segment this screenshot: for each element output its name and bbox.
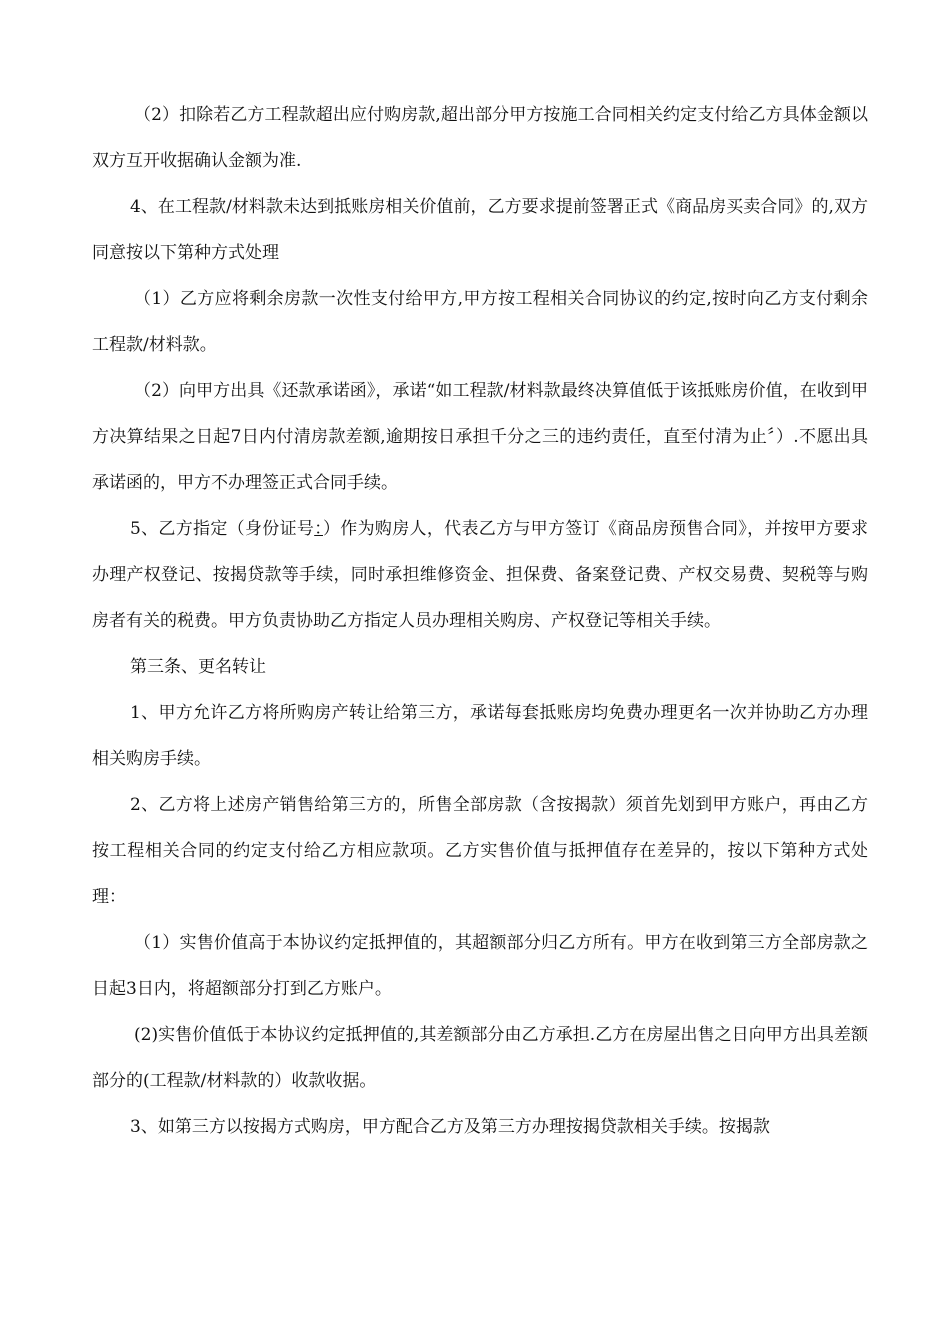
paragraph-article-3-item-2: 2、乙方将上述房产销售给第三方的，所售全部房款（含按揭款）须首先划到甲方账户，再由乙方按工程相关合同的约定支付给乙方相应款项。乙方实售价值与抵押值存在差异的，按以下第种方式处理： bbox=[92, 795, 868, 907]
paragraph-article-3-item-2-1: （1）实售价值高于本协议约定抵押值的，其超额部分归乙方所有。甲方在收到第三方全部房款之日起3日内，将超额部分打到乙方账户。 bbox=[92, 933, 868, 999]
document-body bbox=[92, 92, 868, 1150]
paragraph-article-3-item-1: 1、甲方允许乙方将所购房产转让给第三方，承诺每套抵账房均免费办理更名一次并协助乙方办理相关购房手续。 bbox=[92, 703, 868, 769]
paragraph-item-5-before: 5、乙方指定（身份证号 bbox=[130, 519, 315, 539]
paragraph-item-5 bbox=[92, 506, 868, 644]
section-heading-article-3: 第三条、更名转让 bbox=[130, 657, 266, 677]
paragraph-clause-2-2: （2）扣除若乙方工程款超出应付购房款,超出部分甲方按施工合同相关约定支付给乙方具体金额以双方互开收据确认金额为准. bbox=[92, 105, 868, 171]
paragraph-article-3-item-2-2: (2)实售价值低于本协议约定抵押值的,其差额部分由乙方承担.乙方在房屋出售之日向甲方出具差额部分的(工程款/材料款的）收款收据。 bbox=[92, 1025, 868, 1091]
paragraph-item-4-1: （1）乙方应将剩余房款一次性支付给甲方,甲方按工程相关合同协议的约定,按时向乙方支付剩余工程款/材料款。 bbox=[92, 289, 868, 355]
paragraph-article-3-item-3: 3、如第三方以按揭方式购房，甲方配合乙方及第三方办理按揭贷款相关手续。按揭款 bbox=[130, 1117, 770, 1137]
paragraph-item-4: 4、在工程款/材料款未达到抵账房相关价值前，乙方要求提前签署正式《商品房买卖合同》的,双方同意按以下第种方式处理 bbox=[92, 197, 868, 263]
paragraph-item-5-after: ）作为购房人，代表乙方与甲方签订《商品房预售合同》，并按甲方要求办理产权登记、按揭贷款等手续，同时承担维修资金、担保费、备案登记费、产权交易费、契税等与购房者有关的税费。甲方负责协助乙方指定人员办理相关购房、产权登记等相关手续。 bbox=[92, 519, 868, 631]
id-number-blank: ： bbox=[314, 519, 323, 539]
paragraph-item-4-2: （2）向甲方出具《还款承诺函》，承诺“如工程款/材料款最终决算值低于该抵账房价值，在收到甲方决算结果之日起7日内付清房款差额,逾期按日承担千分之三的违约责任，直至付清为止〞）.不愿出具承诺函的，甲方不办理签正式合同手续。 bbox=[92, 381, 868, 493]
